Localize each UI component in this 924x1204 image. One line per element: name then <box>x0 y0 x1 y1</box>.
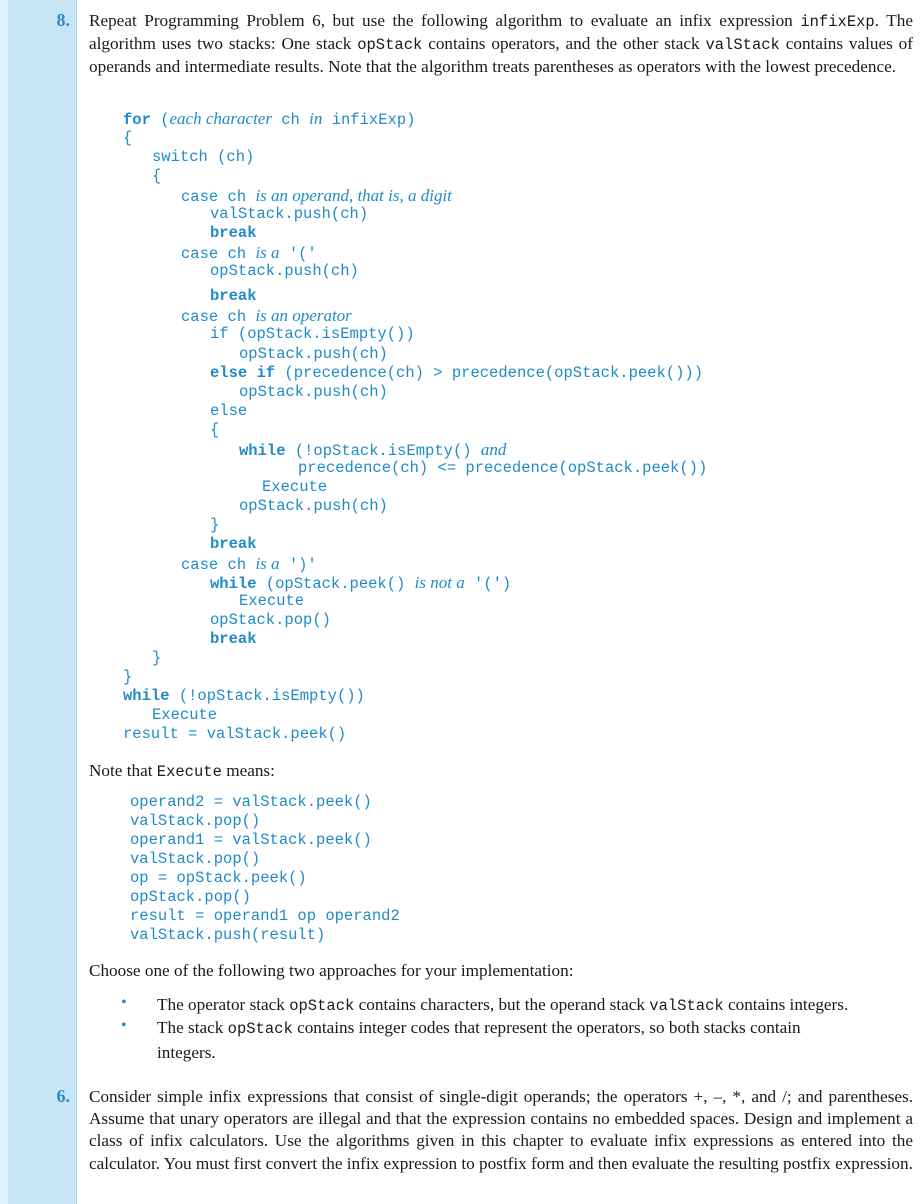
code-push-op: opStack.push(ch) <box>239 497 388 515</box>
code-if-empty: if (opStack.isEmpty()) <box>210 325 415 343</box>
code-result: result = valStack.peek() <box>123 725 347 743</box>
exec-line: valStack.push(result) <box>130 926 326 944</box>
bullet-marker: • <box>121 994 127 1011</box>
exec-line: opStack.pop() <box>130 888 251 906</box>
code-push-op: opStack.push(ch) <box>210 262 359 280</box>
exec-line: operand1 = valStack.peek() <box>130 831 372 849</box>
code-else: else <box>210 402 248 420</box>
bullet-item-1: The operator stack opStack contains characters, but the operand stack valStack contains integers. <box>157 995 849 1015</box>
choose-text: Choose one of the following two approaches for your implementation: <box>89 961 574 980</box>
exec-line: op = opStack.peek() <box>130 869 307 887</box>
code-brace-open: { <box>123 129 133 147</box>
code-brace-open: { <box>152 167 162 185</box>
code-while-not-paren: while (opStack.peek() is not a '(') <box>210 573 512 593</box>
margin-stripe <box>0 0 8 1204</box>
margin-band <box>0 0 76 1204</box>
code-break: break <box>210 224 257 242</box>
code-pop-op: opStack.pop() <box>210 611 331 629</box>
code-brace-close: } <box>152 649 162 667</box>
exec-line: result = operand1 op operand2 <box>130 907 400 925</box>
bullet-marker: • <box>121 1017 127 1034</box>
code-case-open-paren: case ch is a '(' <box>181 243 317 263</box>
code-switch: switch (ch) <box>152 148 255 166</box>
margin-rule <box>76 0 77 1204</box>
bullet-item-2: The stack opStack contains integer codes that represent the operators, so both stacks contain integers. <box>157 1018 801 1062</box>
code-brace-open: { <box>210 421 220 439</box>
code-case-close-paren: case ch is a ')' <box>181 554 317 574</box>
code-case-operand: case ch is an operand, that is, a digit <box>181 186 452 206</box>
exec-line: valStack.pop() <box>130 812 261 830</box>
code-execute: Execute <box>262 478 328 496</box>
code-push-op: opStack.push(ch) <box>239 383 388 401</box>
problem-number-6: 6. <box>56 1086 70 1106</box>
exec-line: operand2 = valStack.peek() <box>130 793 372 811</box>
code-break: break <box>210 287 257 305</box>
code-break: break <box>210 630 257 648</box>
problem-8-intro: Repeat Programming Problem 6, but use the following algorithm to evaluate an infix expression infixExp. The algorithm uses two stacks: One stack opStack contains operators, and the other stack valStack contains values of operands and intermediate results. Note that the algorithm treats parentheses as operators with the lowest precedence. <box>89 11 913 77</box>
code-while-precedence: while (!opStack.isEmpty() and <box>239 440 507 460</box>
execute-note: Note that Execute means: <box>89 761 275 781</box>
code-break: break <box>210 535 257 553</box>
exec-line: valStack.pop() <box>130 850 261 868</box>
code-for-line: for (each character ch in infixExp) <box>123 109 416 129</box>
code-final-while: while (!opStack.isEmpty()) <box>123 687 365 705</box>
problem-6-text: Consider simple infix expressions that consist of single-digit operands; the operators +, –, *, and /; and parentheses. Assume that unary operators are illegal and that the expression contains no embedded spaces. Design and implement a class of infix calculators. Use the algorithms given in this chapter to evaluate infix expressions as entered into the calculator. You must first convert the infix expression to postfix form and then evaluate the resulting postfix expression. <box>89 1087 913 1173</box>
code-push-val: valStack.push(ch) <box>210 205 369 223</box>
code-execute: Execute <box>239 592 305 610</box>
code-execute: Execute <box>152 706 218 724</box>
problem-number-8: 8. <box>56 10 70 30</box>
code-while-precedence-cont: precedence(ch) <= precedence(opStack.peek()) <box>298 459 708 477</box>
code-brace-close: } <box>210 516 220 534</box>
code-case-operator: case ch is an operator <box>181 306 352 326</box>
code-else-if: else if (precedence(ch) > precedence(opStack.peek())) <box>210 364 703 382</box>
code-push-op: opStack.push(ch) <box>239 345 388 363</box>
code-brace-close: } <box>123 668 133 686</box>
